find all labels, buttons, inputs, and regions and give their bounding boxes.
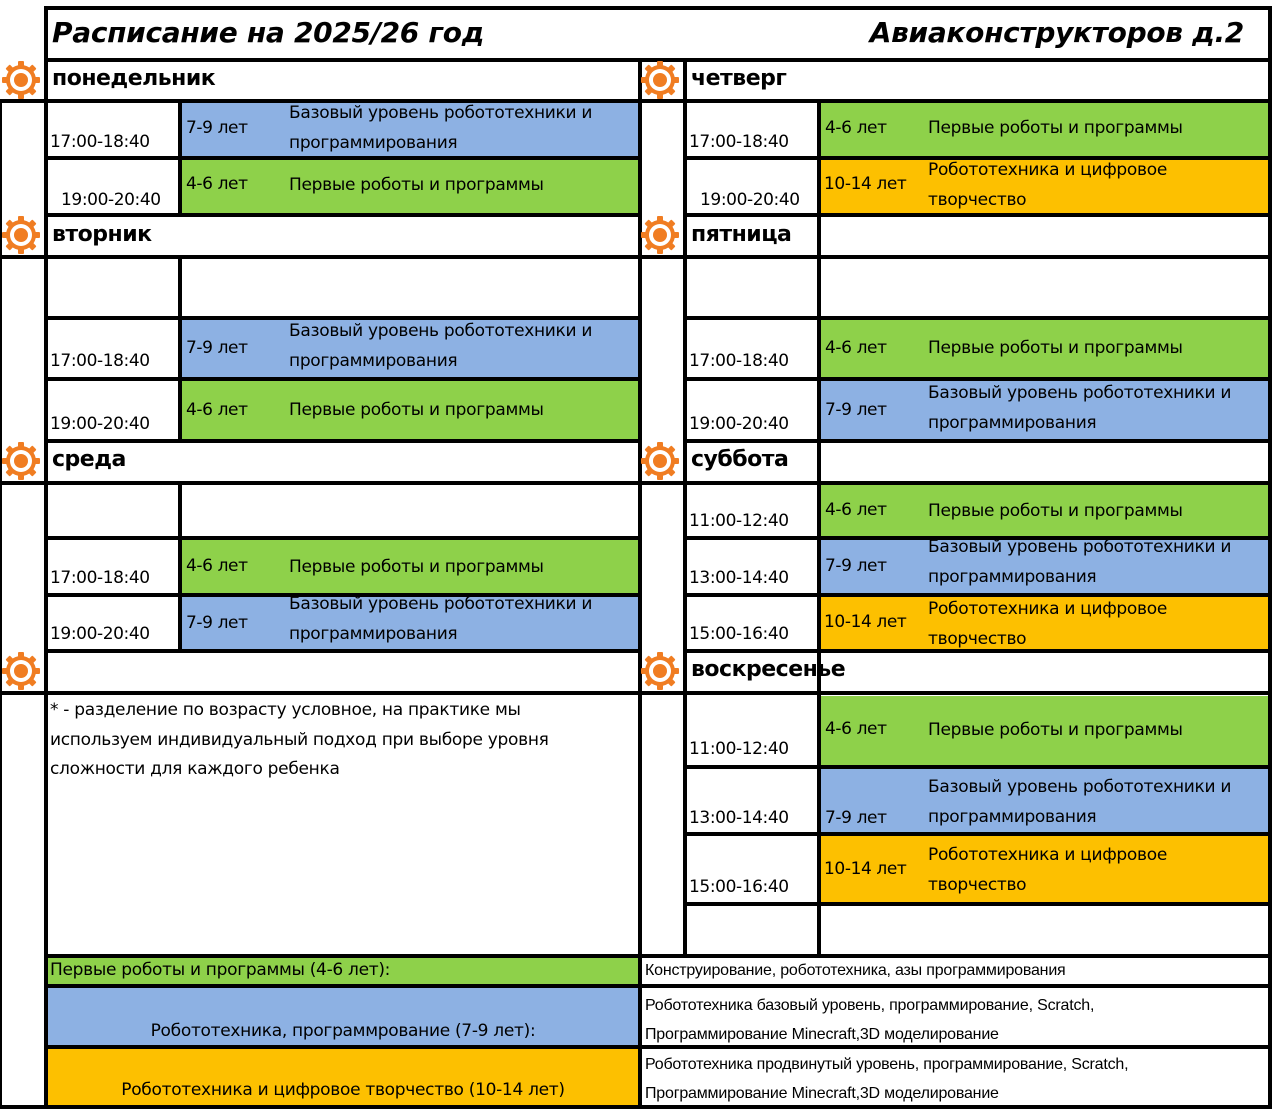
slot-time: 11:00-12:40: [689, 511, 789, 531]
slot-program-line2: программирования: [289, 133, 458, 153]
gear-icon: [1, 215, 41, 255]
page-title: Расписание на 2025/26 год: [52, 16, 485, 49]
slot-program-line1: Базовый уровень робототехники и: [289, 321, 593, 341]
row-line: [638, 691, 1272, 695]
slot-age: 7-9 лет: [825, 808, 887, 828]
slot-program: [928, 155, 1167, 215]
row-line: [683, 316, 1272, 320]
row-line: [638, 99, 1272, 103]
slot-program-line1: Первые роботы и программы: [289, 557, 544, 577]
day-label-wednesday: среда: [52, 447, 126, 472]
border-top: [44, 6, 1272, 10]
gear-icon: [1, 651, 41, 691]
slot-program: [289, 170, 544, 200]
row-line: [44, 649, 642, 653]
slot-age: 4-6 лет: [186, 400, 248, 420]
age-note-line2: используем индивидуальный подход при выборе уровня: [50, 729, 549, 750]
legend-desc-3-line1: Робототехника продвинутый уровень, программирование, Scratch,: [645, 1056, 1129, 1073]
slot-time: 19:00-20:40: [50, 414, 150, 434]
slot-program-line1: Первые роботы и программы: [928, 501, 1183, 521]
legend-desc-1-line1: Конструирование, робототехника, азы программирования: [645, 962, 1066, 979]
gear-icon: [640, 441, 680, 481]
col-line-b2: [178, 258, 182, 443]
slot-time: 11:00-12:40: [689, 739, 789, 759]
slot-age: 4-6 лет: [825, 500, 887, 520]
row-line: [0, 481, 642, 485]
slot-program: [928, 772, 1231, 832]
gear-icon: [640, 215, 680, 255]
slot-program: [928, 378, 1231, 438]
legend-name-1: Первые роботы и программы (4-6 лет):: [50, 960, 391, 980]
row-line: [44, 213, 642, 217]
slot-program-line2: творчество: [928, 629, 1027, 649]
day-label-friday: пятница: [691, 222, 792, 247]
slot-program: [289, 395, 544, 425]
day-label-thursday: четверг: [691, 66, 787, 91]
slot-time: 19:00-20:40: [50, 624, 150, 644]
slot-time: 15:00-16:40: [689, 877, 789, 897]
day-label-sunday: воскресенье: [691, 657, 846, 682]
slot-time: 19:00-20:40: [61, 190, 161, 210]
legend-desc-3: [645, 1050, 1128, 1108]
slot-program-line1: Базовый уровень робототехники и: [928, 383, 1232, 403]
legend-name-2: Робототехника, программрование (7-9 лет):: [150, 1021, 536, 1041]
slot-program-line1: Первые роботы и программы: [289, 175, 544, 195]
row-line: [638, 255, 1272, 259]
slot-age: 4-6 лет: [186, 556, 248, 576]
slot-program-line1: Робототехника и цифровое: [928, 599, 1167, 619]
slot-program-line2: творчество: [928, 875, 1027, 895]
legend-name-3: Робототехника и цифровое творчество (10-14 лет): [121, 1080, 565, 1100]
row-line: [0, 691, 642, 695]
age-note-line3: сложности для каждого ребенка: [50, 759, 340, 779]
slot-program-line2: программирования: [928, 567, 1097, 587]
slot-program-line1: Базовый уровень робототехники и: [289, 594, 593, 614]
slot-age: 4-6 лет: [825, 118, 887, 138]
age-note: [50, 696, 549, 785]
slot-program: [928, 496, 1183, 526]
slot-age: 4-6 лет: [825, 338, 887, 358]
slot-program-line1: Первые роботы и программы: [928, 118, 1183, 138]
slot-time: 17:00-18:40: [50, 351, 150, 371]
slot-age: 10-14 лет: [824, 859, 907, 879]
slot-program: [928, 532, 1231, 592]
legend-desc-2: [645, 991, 1094, 1049]
slot-time: 17:00-18:40: [50, 132, 150, 152]
slot-program-line1: Первые роботы и программы: [928, 720, 1183, 740]
day-label-monday: понедельник: [52, 66, 216, 91]
day-label-saturday: суббота: [691, 447, 789, 472]
slot-program-line2: программирования: [928, 413, 1097, 433]
slot-age: 7-9 лет: [186, 118, 248, 138]
slot-time: 19:00-20:40: [700, 190, 800, 210]
slot-program: [289, 552, 544, 582]
day-label-tuesday: вторник: [52, 222, 152, 247]
col-line-right-b: [817, 102, 821, 958]
slot-program-line1: Робототехника и цифровое: [928, 845, 1167, 865]
row-line: [683, 832, 1272, 836]
gear-icon: [640, 60, 680, 100]
slot-time: 19:00-20:40: [689, 414, 789, 434]
col-line-mid2: [683, 60, 687, 958]
slot-program: [928, 840, 1167, 900]
slot-program: [928, 715, 1183, 745]
slot-age: 7-9 лет: [186, 338, 248, 358]
slot-program-line2: программирования: [289, 351, 458, 371]
slot-program-line1: Робототехника и цифровое: [928, 160, 1167, 180]
slot-program: [289, 589, 592, 649]
gear-icon: [1, 441, 41, 481]
col-line-b3: [178, 484, 182, 653]
slot-program: [928, 594, 1167, 654]
slot-program: [928, 113, 1183, 143]
row-line: [44, 536, 642, 540]
slot-age: 7-9 лет: [825, 400, 887, 420]
slot-time: 15:00-16:40: [689, 624, 789, 644]
slot-program: [289, 98, 592, 158]
slot-program: [289, 316, 592, 376]
legend-desc-3-line2: Программирование Minecraft,3D моделирование: [645, 1085, 999, 1102]
slot-program-line1: Первые роботы и программы: [928, 338, 1183, 358]
slot-time: 13:00-14:40: [689, 808, 789, 828]
legend-desc-2-line1: Робототехника базовый уровень, программирование, Scratch,: [645, 997, 1095, 1014]
slot-time: 17:00-18:40: [689, 132, 789, 152]
gear-icon: [1, 60, 41, 100]
slot-age: 4-6 лет: [186, 174, 248, 194]
slot-time: 13:00-14:40: [689, 568, 789, 588]
slot-program: [928, 333, 1183, 363]
row-line: [44, 439, 642, 443]
slot-program-line1: Первые роботы и программы: [289, 400, 544, 420]
legend-desc-2-line2: Программирование Minecraft,3D моделирование: [645, 1026, 999, 1043]
row-line: [638, 481, 1272, 485]
slot-age: 7-9 лет: [186, 613, 248, 633]
slot-age: 4-6 лет: [825, 719, 887, 739]
row-line: [683, 902, 1272, 906]
slot-program-line2: программирования: [928, 807, 1097, 827]
slot-program-line1: Базовый уровень робототехники и: [928, 537, 1232, 557]
slot-age: 7-9 лет: [825, 556, 887, 576]
slot-age: 10-14 лет: [824, 612, 907, 632]
legend-desc-1: [645, 956, 1066, 985]
slot-time: 17:00-18:40: [50, 568, 150, 588]
gear-icon: [640, 651, 680, 691]
row-line: [44, 377, 642, 381]
slot-age: 10-14 лет: [824, 174, 907, 194]
age-note-line1: * - разделение по возрасту условное, на практике мы: [50, 700, 521, 720]
row-line: [683, 765, 1272, 769]
row-line: [0, 255, 642, 259]
slot-program-line2: программирования: [289, 624, 458, 644]
address-title: Авиаконструкторов д.2: [869, 16, 1244, 49]
col-line-a: [44, 6, 48, 1109]
row-line: [683, 439, 1272, 443]
slot-program-line1: Базовый уровень робототехники и: [289, 103, 593, 123]
border-right: [1268, 6, 1272, 1109]
slot-program-line2: творчество: [928, 190, 1027, 210]
slot-time: 17:00-18:40: [689, 351, 789, 371]
slot-program-line1: Базовый уровень робототехники и: [928, 777, 1232, 797]
